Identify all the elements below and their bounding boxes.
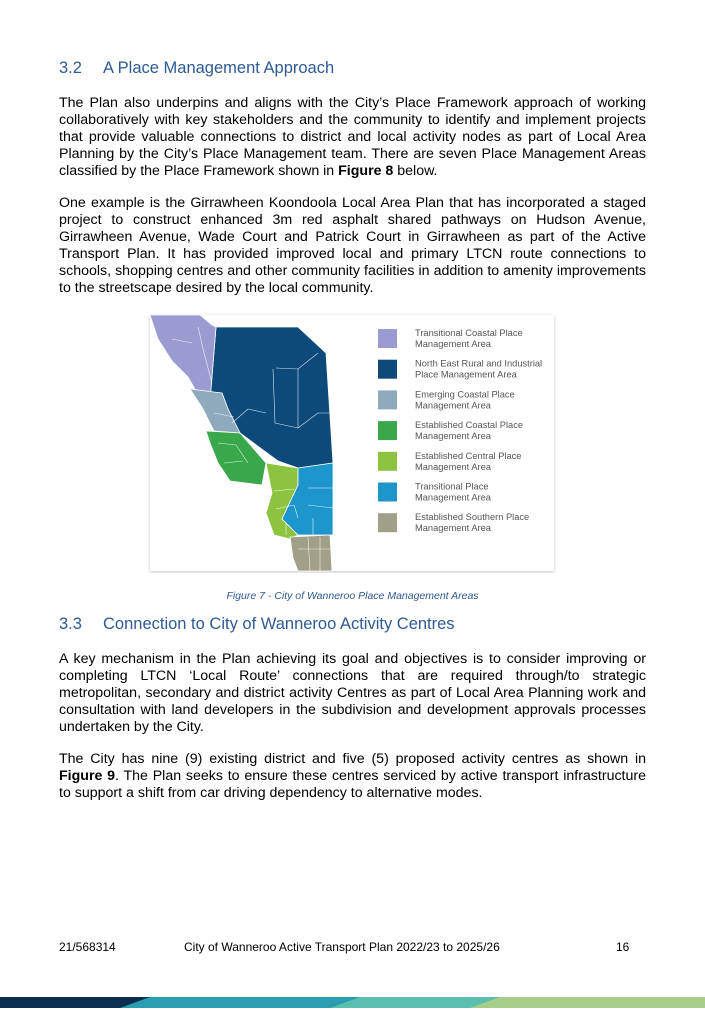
footer-page-number: 16 [616,940,630,954]
girrawheen-example-paragraph: One example is the Girrawheen Koondoola Local Area Plan that has incorporated a staged project to construct enhanced 3m red asphalt shared pathways on Hudson Avenue, Girrawheen Avenue, Wade Court and Patrick Court in Girrawheen as part of the Active Transport Plan. It has provided improved local and primary LTCN route connections to schools, shopping centres and other community facilities in addition to amenity improvements to the streetscape desired by the local community. [59,195,646,296]
place-management-map-figure [148,313,556,573]
section-title: Connection to City of Wanneroo Activity Centres [103,615,455,633]
legend-swatch [378,452,397,471]
section-3-3-heading [59,615,455,634]
legend-swatch [378,360,397,379]
legend-label: North East Rural and Industrial Place Management Area [415,358,543,380]
key-mechanism-paragraph: A key mechanism in the Plan achieving its goal and objectives is to consider improving or completing LTCN ‘Local Route’ connections that are required through/to strategic metropolitan, secondary and district activity Centres as part of Local Area Planning work and consultation with land developers in the subdivision and development approvals processes undertaken by the City. [59,651,646,735]
legend-swatch [378,421,397,440]
legend-label: Established Coastal Place Management Area [415,420,524,442]
section-number: 3.3 [59,615,82,633]
activity-centres-paragraph [59,751,646,802]
legend-swatch [378,329,397,348]
legend-label: Emerging Coastal Place Management Area [415,389,515,411]
legend-swatch [378,513,397,532]
figure-reference: Figure 8 [338,162,394,179]
section-3-2-heading [59,59,334,78]
paragraph-text: The City has nine (9) existing district and five (5) proposed activity centres as shown in [59,751,646,767]
legend-label: Established Central Place Management Area [415,450,522,472]
place-framework-paragraph [59,95,646,180]
paragraph-text: The Plan also underpins and aligns with the City’s Place Framework approach of working collaboratively with key stakeholders and the community to identify and implement projects that provide valuable connections to district and local activity nodes as part of Local Area Planning by the City’s Place Management team. There are seven Place Management Areas classified by the Place Framework shown in [59,95,646,179]
section-number: 3.2 [59,59,82,77]
paragraph-text-end: below. [393,162,438,179]
legend-label: Transitional Place Management Area [415,481,491,503]
footer-doc-ref: 21/568314 [59,940,116,954]
legend-swatch [378,390,397,409]
footer-title: City of Wanneroo Active Transport Plan 2022/23 to 2025/26 [184,940,500,954]
footer-decorative-band [0,995,705,1006]
map-area-established-southern [290,535,332,571]
figure-caption: Figure 7 - City of Wanneroo Place Management Areas [226,590,479,602]
legend-label: Established Southern Place Management Area [415,512,530,534]
section-title: A Place Management Approach [103,59,335,77]
legend-label: Transitional Coastal Place Management Area [415,328,523,349]
figure-reference: Figure 9 [59,767,116,784]
paragraph-text-end: . The Plan seeks to ensure these centres serviced by active transport infrastructure to support a shift from car driving dependency to alternative modes. [59,767,647,801]
legend-swatch [378,483,397,502]
